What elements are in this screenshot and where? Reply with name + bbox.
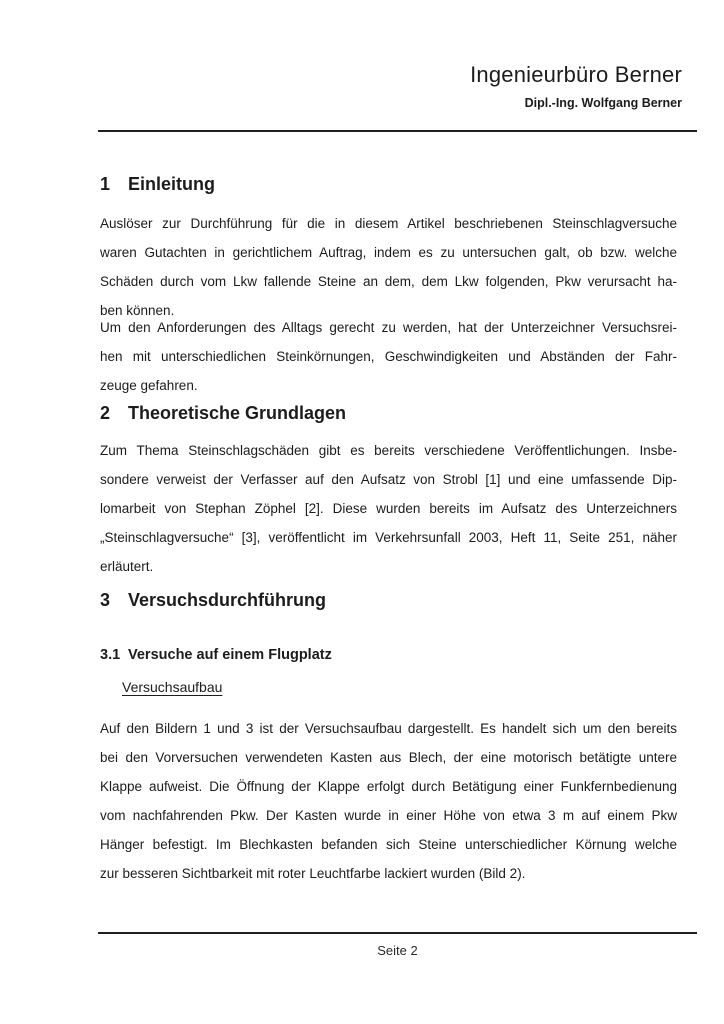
section-3-1-heading [100, 645, 677, 665]
paragraph-2 [100, 313, 677, 400]
section-3-number: 3 [100, 590, 111, 610]
text-line: „Steinschlagversuche“ [3], veröffentlicht im Verkehrsunfall 2003, Heft 11, Seite 251, näher [100, 530, 677, 545]
section-2-number: 2 [100, 403, 111, 423]
text-line: vom nachfahrenden Pkw. Der Kasten wurde in einer Höhe von etwa 3 m auf einem Pkw [100, 808, 677, 823]
section-1-number: 1 [100, 174, 111, 194]
text-line: Klappe aufweist. Die Öffnung der Klappe erfolgt durch Betätigung einer Funkfernbedienung [100, 779, 677, 794]
text-line: sondere verweist der Verfasser auf den Aufsatz von Strobl [1] und eine umfassende Dip- [100, 472, 677, 487]
text-line: lomarbeit von Stephan Zöphel [2]. Diese wurden bereits im Aufsatz des Unterzeichners [100, 501, 677, 516]
text-line: erläutert. [100, 559, 154, 574]
section-2-heading [100, 401, 677, 425]
versuchsaufbau-subheading: Versuchsaufbau [122, 679, 223, 695]
section-2-title: Theoretische Grundlagen [128, 403, 347, 423]
letterhead [100, 62, 682, 111]
text-line: Zum Thema Steinschlagschäden gibt es bereits verschiedene Veröffentlichungen. Insbe- [100, 443, 677, 458]
header-rule [98, 130, 697, 132]
section-3-title: Versuchsdurchführung [128, 590, 327, 610]
text-line: Um den Anforderungen des Alltags gerecht zu werden, hat der Unterzeichner Versuchsrei- [100, 320, 677, 335]
text-line: zeuge gefahren. [100, 378, 198, 393]
text-line: Auf den Bildern 1 und 3 ist der Versuchsaufbau dargestellt. Es handelt sich um den bereits [100, 721, 677, 736]
text-line: zur besseren Sichtbarkeit mit roter Leuchtfarbe lackiert wurden (Bild 2). [100, 866, 526, 881]
text-line: Hänger befestigt. Im Blechkasten befanden sich Steine unterschiedlicher Körnung welche [100, 837, 677, 852]
paragraph-3 [100, 436, 677, 581]
company-name: Ingenieurbüro Berner [470, 62, 682, 87]
author-name: Dipl.-Ing. Wolfgang Berner [524, 96, 682, 110]
section-3-heading [100, 588, 677, 612]
section-3-1-title: Versuche auf einem Flugplatz [128, 647, 332, 663]
text-line: Auslöser zur Durchführung für die in diesem Artikel beschriebenen Steinschlagversuche [100, 216, 677, 231]
section-1-heading [100, 172, 677, 196]
page-number-label: Seite 2 [377, 943, 418, 958]
text-line: bei den Vorversuchen verwendeten Kasten aus Blech, der eine motorisch betätigte untere [100, 750, 677, 765]
section-1-title: Einleitung [128, 174, 215, 194]
text-line: waren Gutachten in gerichtlichem Auftrag, indem es zu untersuchen galt, ob bzw. welche [100, 245, 677, 260]
section-3-1-number: 3.1 [100, 647, 121, 663]
paragraph-4 [100, 714, 677, 888]
text-line: Schäden durch vom Lkw fallende Steine an dem, dem Lkw folgenden, Pkw verursacht ha- [100, 274, 677, 289]
paragraph-1 [100, 209, 677, 325]
footer-rule [98, 932, 697, 934]
text-line: hen mit unterschiedlichen Steinkörnungen, Geschwindigkeiten und Abständen der Fahr- [100, 349, 677, 364]
text-line: ben können. [100, 303, 175, 318]
